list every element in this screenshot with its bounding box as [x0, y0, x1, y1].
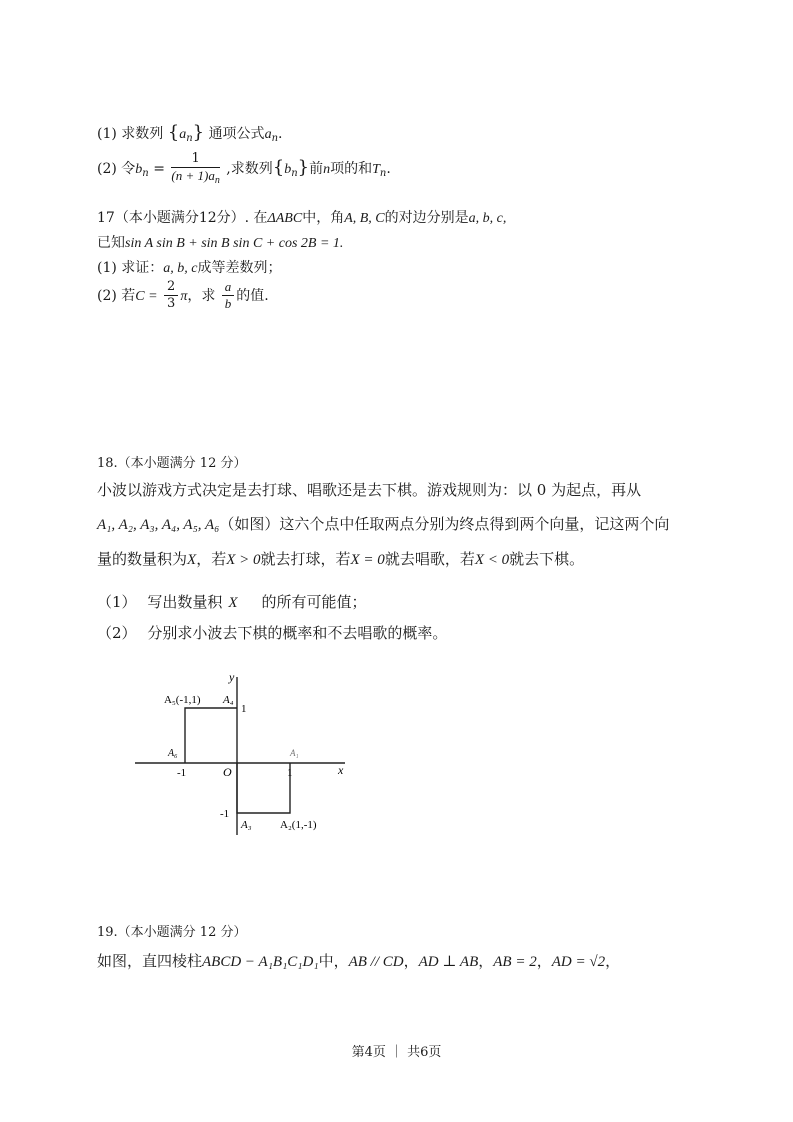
q17-part1-label: (1) [97, 260, 117, 276]
point-A2: A₂(1,-1) [280, 819, 317, 831]
q19-sep4: ， [605, 952, 621, 970]
point-A4: A₄ [223, 694, 234, 706]
q18-points: A₁, A₂, A₃, A₄, A₅, A₆ [97, 517, 220, 533]
q18-line3-b: ，若 [196, 550, 227, 568]
q17-part2-lhs: C = [135, 288, 158, 304]
point-A6: A₆ [168, 748, 178, 759]
point-A5: A₅(-1,1) [164, 694, 201, 706]
q17-title [97, 207, 506, 227]
q19-line1-a: 如图，直四棱柱 [97, 952, 203, 970]
tick-1-x: 1 [287, 767, 293, 779]
q16-part2-T-sub: n [379, 168, 387, 180]
q16-part2-label: (2) [97, 161, 117, 178]
q17-part2-den: 3 [167, 296, 176, 312]
q17-given-prefix: 已知 [97, 235, 125, 251]
q18-part2 [97, 622, 447, 643]
figure-background [120, 665, 360, 845]
q16-part1-var-sub: n [271, 133, 279, 144]
tick-neg1-x: -1 [177, 767, 187, 779]
q17-sides: a, b, c, [468, 211, 507, 226]
q17-part2-fraction [164, 280, 178, 312]
q18-part1-text2: 的所有可能值； [261, 593, 367, 611]
q19-title: 19.（本小题满分 12 分） [97, 925, 247, 940]
axis-x-label: x [338, 763, 344, 777]
q16-part2-lhs: b [135, 162, 143, 178]
q18-line3 [97, 548, 584, 569]
q16-part2-den-a: (n + 1)a [171, 168, 215, 184]
q19-parallel: AB // CD [348, 954, 404, 970]
q17-title-rest: 中，角 [302, 210, 345, 226]
q17-part1-text: 求证： [121, 260, 164, 276]
q16-part1-seq: a [179, 127, 187, 142]
q18-part2-text: 分别求小波去下棋的概率和不去唱歌的概率。 [147, 624, 448, 642]
q19-prism: ABCD − A₁B₁C₁D₁ [202, 954, 319, 970]
q16-part2: (2) 令$b_n$ = $\frac{1}{(n + 1)a_n}$ ,求数列$\{b_n\}$前n项的和$T_n$. [97, 151, 391, 187]
q17-part2-num: 2 [164, 280, 178, 296]
q18-part1-label: （1） [97, 593, 137, 611]
q18-line3-d: 就去打球，若 [260, 550, 351, 568]
q19-perp: AD ⊥ AB [418, 954, 479, 970]
q16-part2-text: ,求数列 [226, 161, 273, 178]
q17-part1-text2: 成等差数列； [197, 260, 282, 276]
q18-part1-X: X [228, 595, 238, 611]
point-A3: A₃ [241, 819, 252, 831]
q16-part1-var: a [264, 127, 272, 142]
page-footer: 第4页 ｜ 共6页 [351, 1045, 442, 1060]
q19-ad-length: AD = √2 [551, 954, 606, 970]
q16-part2-text3: 项的和 [330, 161, 373, 178]
axis-y-label: y [229, 670, 235, 684]
q16-part1-text2: 通项公式 [208, 126, 265, 142]
q18-line2 [97, 513, 669, 534]
origin-label: O [223, 765, 232, 779]
q19-line1 [97, 950, 620, 971]
q17-title-rest2: 的对边分别是 [384, 210, 469, 226]
q18-part1 [97, 591, 367, 612]
q18-cond3: X < 0 [474, 552, 510, 568]
q19-sep3: ， [536, 952, 552, 970]
q16-part2-text2: 前 [309, 161, 324, 178]
q19-ab-length: AB = 2 [493, 954, 537, 970]
q17-angles: A, B, C [344, 211, 385, 226]
q16-part2-eq: = [153, 161, 165, 178]
q18-line1: 小波以游戏方式决定是去打球、唱歌还是去下棋。游戏规则为：以 0 为起点，再从 [97, 481, 642, 499]
q17-part2 [97, 280, 269, 312]
tick-1-y: 1 [241, 703, 247, 715]
q19-line1-b: 中， [318, 952, 349, 970]
q18-part2-label: （2） [97, 624, 137, 642]
q19-sep2: ， [478, 952, 494, 970]
coordinate-figure [120, 665, 360, 845]
q17-given-formula: sin A sin B + sin B sin C + cos 2B = 1. [125, 236, 344, 251]
q16-part1-label: (1) [97, 126, 117, 142]
q16-part2-seq-sub: n [291, 168, 298, 180]
q18-title: 18.（本小题满分 12 分） [97, 456, 247, 471]
q16-part2-T: T [372, 162, 380, 178]
q18-line3-f: 就去下棋。 [509, 550, 585, 568]
q16-part2-lhs-sub: n [142, 168, 149, 180]
q17-part2-text2: 的值. [236, 287, 269, 304]
q18-line3-e: 就去唱歌，若 [384, 550, 475, 568]
q18-part1-text: 写出数量积 [147, 593, 223, 611]
q18-cond2: X = 0 [350, 552, 385, 568]
tick-neg1-y: -1 [220, 808, 230, 820]
point-A1: A₁ [290, 748, 299, 758]
q17-part2-ratio-den: b [224, 296, 232, 312]
q18-line3-a: 量的数量积为 [97, 550, 188, 568]
q17-part2-text: ，求 [187, 287, 216, 304]
q18-cond1: X > 0 [226, 552, 261, 568]
q17-part2-label: (2) [97, 287, 117, 304]
q18-line3-X: X [187, 552, 197, 568]
q18-line2-text: （如图）这六个点中任取两点分别为终点得到两个向量，记这两个向 [219, 515, 670, 533]
q16-part1: (1) 求数列 $\{a_n\}$ 通项公式$a_n$. [97, 122, 283, 144]
q16-part1-end: . [278, 126, 283, 142]
q16-part2-seq: b [284, 162, 292, 178]
q17-triangle: ΔABC [267, 211, 303, 226]
q17-part2-ratio [222, 280, 235, 312]
q16-part2-den [171, 168, 219, 186]
q17-part2-prefix: 若 [121, 287, 136, 304]
q16-part1-text: 求数列 [121, 126, 164, 142]
q19-sep1: ， [403, 952, 419, 970]
q16-part2-prefix: 令 [121, 161, 136, 178]
q16-part2-den-sub: n [214, 175, 220, 187]
q16-part2-n: n [323, 162, 331, 178]
q16-part1-sub: n [186, 133, 193, 144]
q17-part2-ratio-num: a [222, 280, 235, 296]
q16-part2-num: 1 [171, 152, 219, 168]
q17-part1-math: a, b, c [163, 261, 198, 276]
q16-part2-fraction [171, 152, 219, 186]
q17-title-text: 17（本小题满分12分）. 在 [97, 210, 268, 226]
q17-part2-pi: π [180, 288, 188, 304]
q17-part1 [97, 257, 282, 277]
q17-given [97, 232, 343, 252]
q16-part2-end: . [386, 161, 391, 178]
